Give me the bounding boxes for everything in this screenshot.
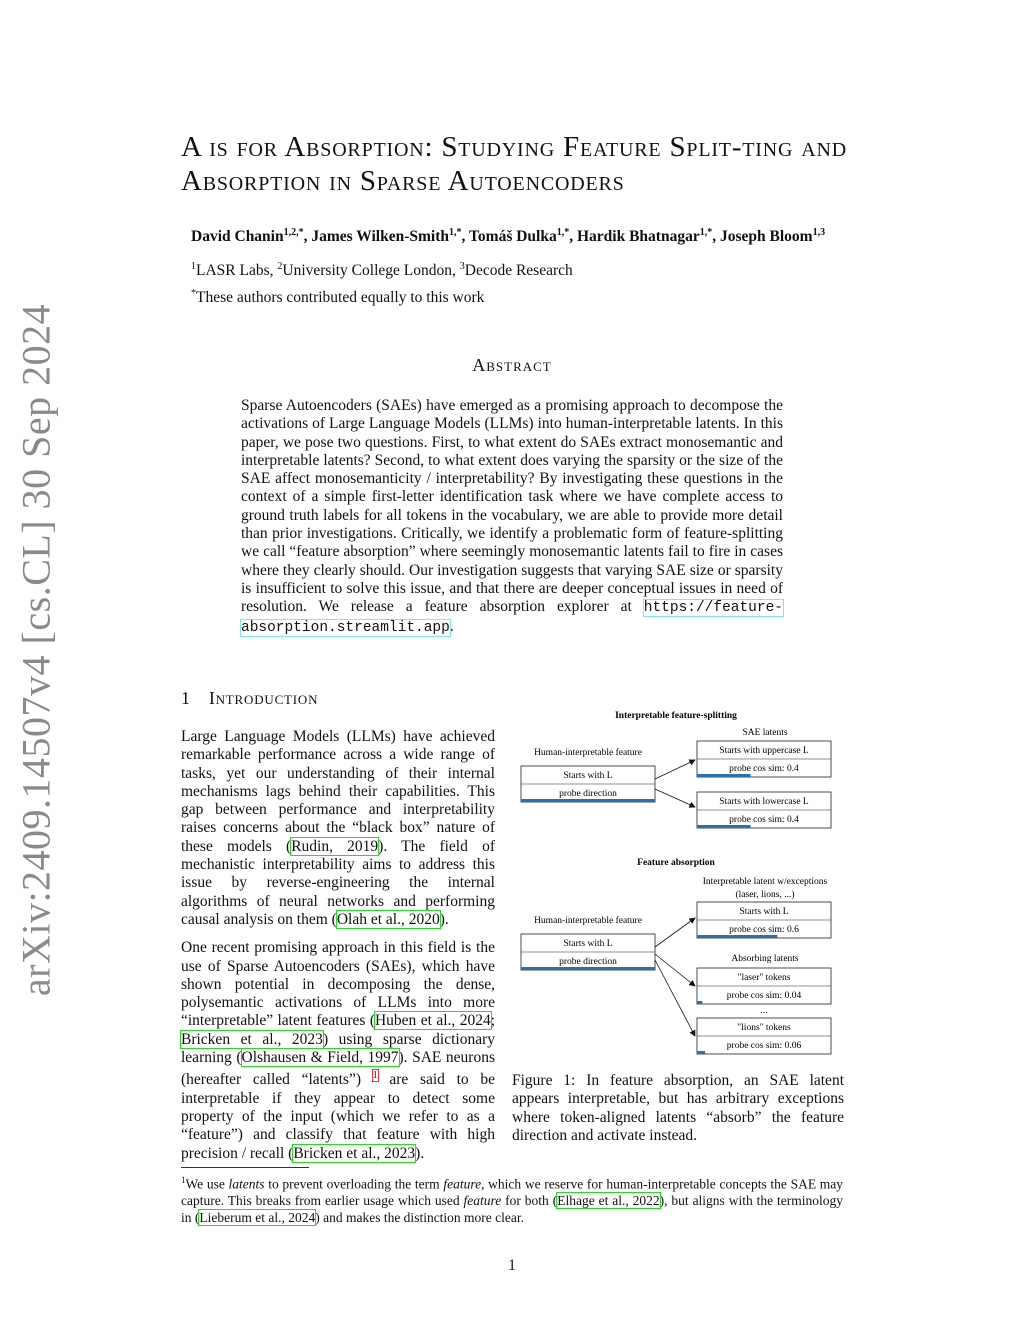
fig-latent-probe: probe cos sim: 0.6 — [729, 925, 799, 935]
text: ) and makes the distinction more clear. — [315, 1209, 525, 1225]
affil-text: University College London, — [282, 262, 460, 280]
text: ) using sparse dictionary learning ( — [181, 1030, 495, 1067]
text: One recent promising approach in this field is the use of Sparse Autoencoders (SAEs), which have shown potential in decomposing the dense, polysemantic activations of LLMs into more “interpretable” latent features ( — [181, 939, 495, 1030]
fig-latent-bar — [697, 935, 777, 938]
fig-human-feature-label: Human-interpretable feature — [534, 748, 642, 758]
fig-probe-bar — [521, 799, 655, 802]
text: Large Language Models (LLMs) have achieved remarkable performance across a wide range of tasks, yet our understanding of their internal mechanisms lags behind their capabilities. This gap between performance and interpretability raises concerns about the “black box” nature of these models ( — [181, 728, 495, 855]
figure-caption: Figure 1: In feature absorption, an SAE latent appears interpretable, but has arbitrary exceptions where token-aligned latents “absorb” the feature direction and activate instead. — [512, 1072, 844, 1144]
citation-link[interactable]: Bricken et al., 2023 — [293, 1144, 416, 1162]
footnote — [181, 1172, 843, 1226]
author: Joseph Bloom — [719, 228, 813, 246]
fig-arrow — [655, 960, 695, 1036]
page-number: 1 — [508, 1257, 516, 1274]
author: James Wilken-Smith — [311, 228, 450, 246]
contrib-text: These authors contributed equally to this work — [196, 289, 485, 307]
affil-text: Decode Research — [464, 262, 573, 280]
arxiv-sidebar — [2, 303, 70, 997]
abstract-heading: Abstract — [472, 355, 552, 375]
abstract-text: Sparse Autoencoders (SAEs) have emerged as a promising approach to decompose the activations of Large Language Models (LLMs) into human-interpretable latents. In this paper, we pose two questions. First, to what extent do SAEs extract monosemantic and interpretable latents? Second, to what extent does varying the sparsity or the size of the SAE affect monosemanticity / interpretability? By investigating these questions in the context of a simple first-letter identification task where we have complete access to ground truth labels for all tokens in the vocabulary, we are able to provide more detail than prior investigations. Critically, we identify a problematic form of feature-splitting we call “feature absorption” where seemingly monosemantic latents fail to fire in cases where they clearly should. Our investigation suggests that varying SAE size or sparsity is insufficient to solve this issue, and that there are deeper conceptual issues in need of resolution. We release a feature absorption explorer at — [241, 397, 783, 616]
emphasis: latents — [228, 1176, 265, 1192]
footnote-mark: 1 — [181, 1175, 186, 1185]
author-affil: 1,* — [699, 227, 713, 238]
author: Hardik Bhatnagar — [576, 228, 700, 246]
fig-uppercase-text: Starts with uppercase L — [719, 746, 809, 756]
fig-latent-text: Starts with L — [739, 907, 789, 917]
text: for both ( — [501, 1193, 558, 1208]
fig-lions-text: "lions" tokens — [737, 1023, 791, 1033]
affil-mark: 1 — [191, 261, 196, 272]
paper-title: A is for Absorption: Studying Feature Split-ting and Absorption in Sparse Autoencoders — [181, 131, 848, 197]
author-affil: 1,* — [556, 227, 570, 238]
text: , which we reserve for human-interpretable concepts the SAE may capture. This breaks from earlier usage which used — [181, 1176, 843, 1208]
abstract-url-link[interactable]: https://feature-absorption.streamlit.app — [241, 600, 783, 636]
citation-link[interactable]: Rudin, 2019 — [291, 837, 379, 855]
fig-uppercase-probe: probe cos sim: 0.4 — [729, 764, 799, 774]
section-title: Introduction — [208, 688, 319, 708]
fig-arrow — [655, 760, 695, 779]
text: to prevent overloading the term — [264, 1176, 444, 1192]
fig-probe-bar-2 — [521, 967, 655, 970]
fig-sae-latents-label: SAE latents — [742, 728, 788, 738]
text: are said to be interpretable if they appear to detect some property of the input (which we refer to as a “feature”) and classify that feature with high precision / recall ( — [181, 1071, 495, 1162]
author: David Chanin — [191, 228, 284, 246]
figure-diagram — [512, 704, 847, 1059]
text: We use — [185, 1176, 229, 1192]
affiliations — [191, 261, 573, 280]
figure-1 — [512, 704, 847, 1059]
fig-lowercase-probe: probe cos sim: 0.4 — [729, 815, 799, 825]
fig-arrow — [655, 954, 695, 986]
affil-mark: 3 — [459, 261, 465, 272]
affil-mark: 2 — [277, 261, 283, 272]
section-number: 1 — [181, 688, 191, 708]
footnote-link[interactable]: 1 — [372, 1070, 378, 1082]
text: ). The field of mechanistic interpretability aims to address this issue by reverse-engineering the internal algorithms of neural networks and performing causal analysis on them ( — [181, 837, 495, 928]
text: ). — [415, 1144, 425, 1162]
contrib-mark: * — [191, 288, 196, 299]
intro-paragraph-2 — [181, 939, 495, 1163]
fig-feature-text-2: Starts with L — [563, 939, 613, 949]
fig-lowercase-text: Starts with lowercase L — [719, 797, 809, 807]
contribution-note — [191, 288, 484, 307]
citation-link[interactable]: Elhage et al., 2022 — [557, 1193, 660, 1208]
citation-link[interactable]: Huben et al., 2024 — [374, 1012, 491, 1030]
citation-link[interactable]: Olshausen & Field, 1997 — [241, 1049, 399, 1067]
fig-top-title: Interpretable feature-splitting — [615, 711, 737, 721]
fig-exceptions-label: Interpretable latent w/exceptions — [702, 877, 828, 887]
fig-laser-text: "laser" tokens — [737, 973, 791, 983]
footnote-rule — [181, 1167, 309, 1168]
fig-arrow — [655, 789, 695, 807]
citation-link[interactable]: Bricken et al., 2023 — [181, 1030, 323, 1048]
emphasis: feature — [443, 1176, 482, 1192]
author-affil: 1,3 — [812, 227, 826, 238]
fig-lions-bar — [697, 1051, 705, 1054]
fig-lions-probe: probe cos sim: 0.06 — [726, 1041, 802, 1051]
text: ). — [439, 910, 449, 928]
author-list: David Chanin$^{1,2,*}$, James Wilken-Smith$^{1,*}$, Tomáš Dulka$^{1,*}$, Hardik Bhatnagar$^{1,*}$, Joseph Bloom$^{1,3}$ — [191, 227, 826, 246]
text: ). SAE neurons (hereafter called “latents”) — [181, 1049, 495, 1089]
author-affil: 1,* — [449, 227, 462, 238]
fig-exceptions-sub: (laser, lions, ...) — [735, 890, 795, 900]
fig-lowercase-bar — [697, 825, 751, 828]
section-heading — [181, 688, 318, 709]
author-affil: 1,2,* — [283, 227, 304, 238]
citation-link[interactable]: Olah et al., 2020 — [336, 910, 440, 928]
fig-feature-text: Starts with L — [563, 771, 613, 781]
text: ), but aligns with the terminology in ( — [181, 1193, 844, 1225]
fig-absorbing-label: Absorbing latents — [731, 954, 799, 964]
fig-probe-text-2: probe direction — [559, 957, 617, 967]
fig-arrow — [655, 918, 695, 947]
abstract-body: Sparse Autoencoders (SAEs) have emerged as a promising approach to decompose the activations of Large Language Models (LLMs) into human-interpretable latents. In this paper, we pose two questions. First, to what extent do SAEs extract monosemantic and interpretable latents? Second, to what extent does varying the sparsity or the size of the SAE affect monosemanticity / interpretability? By investigating these questions in the context of a simple first-letter identification task where we have complete access to ground truth labels for all tokens in the vocabulary, we are able to provide more detail than prior investigations. Critically, we identify a problematic form of feature-splitting we call “feature absorption” where seemingly monosemantic latents fail to fire in cases where they clearly should. Our investigation suggests that varying SAE size or sparsity is insufficient to solve this issue, and that there are deeper conceptual issues in need of resolution. We release a feature absorption explorer at https://feature-absorption.streamlit.app. — [241, 397, 783, 636]
fig-uppercase-bar — [697, 774, 751, 777]
fig-laser-bar — [697, 1001, 702, 1004]
fig-laser-probe: probe cos sim: 0.04 — [726, 991, 802, 1001]
fig-human-feature-label-2: Human-interpretable feature — [534, 916, 642, 926]
text: ; — [490, 1012, 496, 1030]
fig-ellipsis: ... — [760, 1006, 768, 1016]
fig-probe-text: probe direction — [559, 789, 617, 799]
arxiv-id: arXiv:2409.14507v4 [cs.CL] 30 Sep 2024 — [13, 303, 59, 997]
fig-bottom-title: Feature absorption — [637, 858, 715, 868]
citation-link[interactable]: Lieberum et al., 2024 — [199, 1209, 316, 1225]
affil-text: LASR Labs, — [196, 262, 278, 280]
author: Tomáš Dulka — [469, 228, 557, 246]
intro-paragraph-1 — [181, 728, 495, 929]
intro-column — [181, 728, 495, 1173]
emphasis: feature — [463, 1193, 502, 1208]
